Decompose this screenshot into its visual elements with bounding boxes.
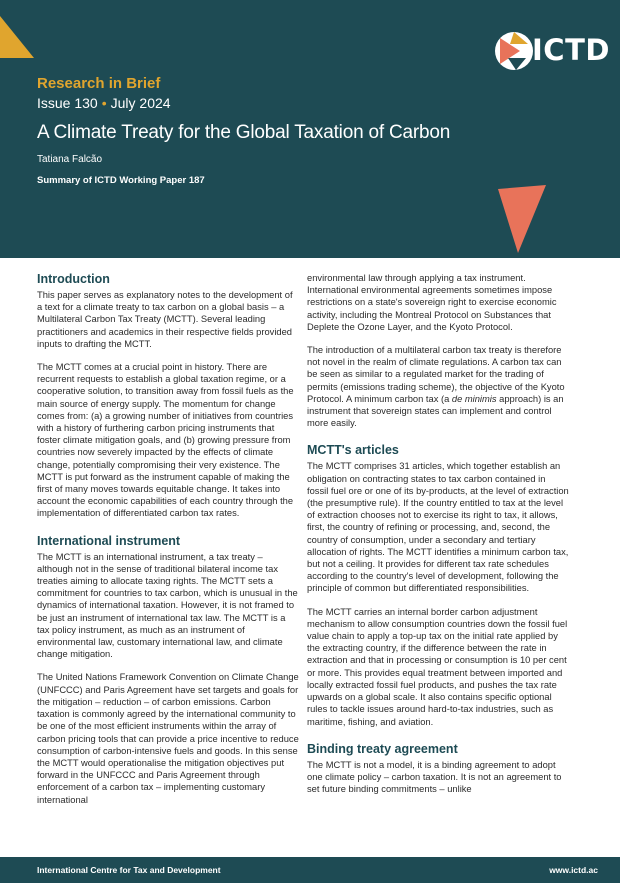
- issue-date: July 2024: [110, 95, 171, 111]
- paragraph: The MCTT comprises 31 articles, which together establish an obligation on contracting states to tax carbon contained in fossil fuel ore or one of its by-products, at the level of extraction (the presumptive rule). If the country entitled to tax at the level of extraction chooses not to exercise its right to tax, it allows, first, the country of refining or processing, and, second, the country of consumption, under a secondary and tertiary allocation of rights. The MCTT identifies a minimum carbon tax, but not a ceiling. It provides for different tax rate schedules according to the country's level of development, following the principle of common but differentiated responsibilities.: [307, 461, 569, 594]
- footer-url-link[interactable]: www.ictd.ac: [549, 865, 598, 875]
- gold-triangle-decoration: [0, 0, 40, 60]
- paragraph: This paper serves as explanatory notes to the development of a text for a climate treaty to tax carbon on a global basis – a Multilateral Carbon Tax Treaty (MCTT). Several leading practitioners and academics in their respective fields provided inputs to drafting the MCTT.: [37, 290, 293, 349]
- author: Tatiana Falcão: [37, 154, 103, 165]
- issue-number: Issue 130: [37, 95, 98, 111]
- header-banner: [0, 0, 620, 258]
- paragraph: The United Nations Framework Convention on Climate Change (UNFCCC) and Paris Agreement have set targets and goals for the mitigation – reduction – of carbon emissions. Carbon taxation is commonly agreed by the international community to be one of the most efficient instruments within the array of carbon pricing tools that can provide a price incentive to reduce consumption of carbon-intensive fuels and goods. In this sense the MCTT would operationalise the mitigation objectives put forward in the UNFCCC and Paris Agreement through enforcement of a carbon tax – implementing customary international: [37, 672, 299, 805]
- paragraph-text: The introduction of a multilateral carbon tax treaty is therefore not novel in the realm of climate regulations. A carbon tax can be seen as similar to a regulated market for the trading of permits (emissions trading scheme), the objective of the Kyoto Protocol. A minimum carbon tax (a: [307, 345, 565, 404]
- section-heading: Binding treaty agreement: [307, 741, 458, 756]
- coral-triangle-decoration: [490, 175, 550, 255]
- paragraph: The MCTT is not a model, it is a binding agreement to adopt one climate policy – carbon taxation. It is not an agreement to set future binding commitments – unlike: [307, 759, 562, 795]
- section-heading: Introduction: [37, 272, 110, 286]
- right-column: [307, 272, 569, 806]
- footer: [0, 857, 620, 883]
- paragraph: environmental law through applying a tax instrument. International environmental agreements sometimes impose restrictions on a state's sovereign right to exercise economic activity, including the Montreal Protocol on Substances that Deplete the Ozone Layer, and the Kyoto Protocol.: [307, 273, 557, 332]
- paragraph: The MCTT comes at a crucial point in history. There are recurrent requests to establish a global taxation regime, or a cooperative solution, to transition away from fossil fuels as the main source of energy supply. The momentum for change comes from: (a) a growing number of initiatives from countries with a history of furthering carbon pricing instruments that foster climate mitigation goals, and (b) growing pressure from countries now severely impacted by the effects of climate change, potentially compromising their very existence. The MCTT is put forward as the instrument capable of making the first of many moves towards equitable change. It takes into account the economic capabilities of each country through the implementation of differentiated carbon tax rates.: [37, 362, 294, 519]
- section-heading: MCTT's articles: [307, 443, 399, 458]
- separator-dot-icon: •: [101, 95, 107, 111]
- left-column: [37, 272, 299, 817]
- paragraph: The MCTT carries an internal border carbon adjustment mechanism to allow consumption countries down the fossil fuel value chain to apply a top-up tax on the initial rate applied by the extracting country, if the difference between the rate in extraction and that in processing or consumption is 10 per cent or more. This provides equal treatment between imported and locally extracted fossil fuel products, and pushes the tax rate upwards on a global scale. It also contains specific optional rules to tackle issues around hard-to-tax industries, such as maritime, fishing, and aviation.: [307, 606, 568, 727]
- paragraph: [307, 344, 569, 429]
- section-heading: International instrument: [37, 533, 181, 548]
- footer-org: International Centre for Tax and Development: [37, 865, 221, 875]
- paragraph-text: approach) is an instrument that sovereign states can implement and control more easily.: [307, 393, 564, 429]
- summary-line: Summary of ICTD Working Paper 187: [37, 175, 205, 186]
- page-title: A Climate Treaty for the Global Taxation of Carbon: [37, 122, 451, 143]
- issue-line: [37, 95, 171, 111]
- paragraph: The MCTT is an international instrument, a tax treaty – although not in the sense of traditional bilateral income tax treaties aiming to allocate taxing rights. The MCTT sets a commitment for countries to tax carbon, which is unusual in the dynamics of international taxation. However, it is not framed to be just an instrument of international tax law. The MCTT is a tax policy instrument, as much as an instrument of environmental law, customary international law, and climate change mitigation.: [37, 551, 298, 660]
- series-label: Research in Brief: [37, 75, 161, 92]
- logo-text: ICTD: [532, 33, 610, 67]
- italic-term: de minimis: [451, 393, 497, 404]
